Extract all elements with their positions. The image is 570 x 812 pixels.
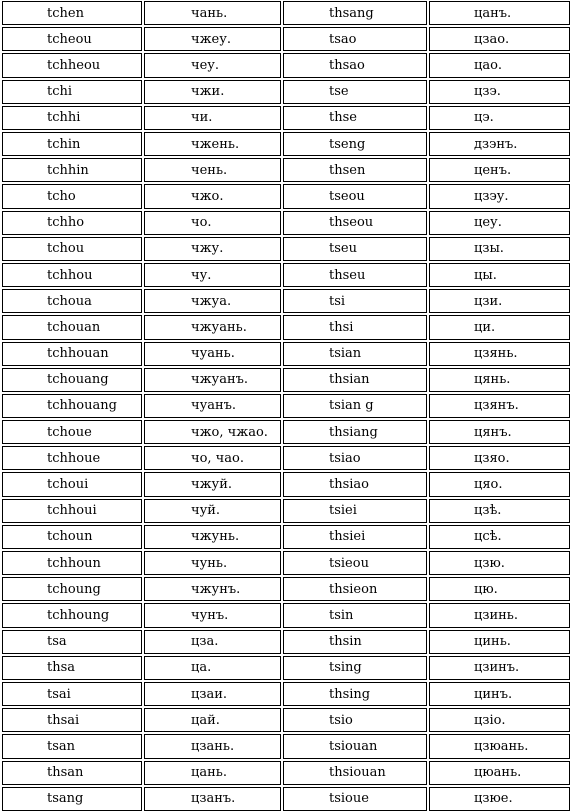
cyrillic-transcription-cell: цюань. [429,761,570,785]
latin-syllable-cell: tsan [2,734,142,758]
latin-syllable-cell: tsing [283,656,427,680]
cyrillic-transcription-cell: цзянъ. [429,394,570,418]
cyrillic-transcription-cell: цы. [429,263,570,287]
latin-syllable-cell: tchhouang [2,394,142,418]
latin-syllable-cell: tchouan [2,315,142,339]
latin-syllable-cell: tchho [2,211,142,235]
cyrillic-transcription-cell: цзэу. [429,184,570,208]
cyrillic-transcription-cell: цсѣ. [429,525,570,549]
latin-syllable-cell: thsen [283,158,427,182]
cyrillic-transcription-cell: чуанъ. [144,394,281,418]
cyrillic-transcription-cell: цзаи. [144,682,281,706]
cyrillic-transcription-cell: цянъ. [429,420,570,444]
cyrillic-transcription-cell: цзю. [429,551,570,575]
cyrillic-transcription-cell: чжуань. [144,315,281,339]
cyrillic-transcription-cell: чжо, чжао. [144,420,281,444]
latin-syllable-cell: tchhoui [2,499,142,523]
latin-syllable-cell: tchhin [2,158,142,182]
cyrillic-transcription-cell: цзанъ. [144,787,281,811]
latin-syllable-cell: tchhoung [2,603,142,627]
cyrillic-transcription-cell: цай. [144,708,281,732]
cyrillic-transcription-cell: чунь. [144,551,281,575]
cyrillic-transcription-cell: цзюе. [429,787,570,811]
cyrillic-transcription-cell: цза. [144,630,281,654]
cyrillic-transcription-cell: чень. [144,158,281,182]
cyrillic-transcription-cell: цань. [144,761,281,785]
latin-syllable-cell: tsiao [283,446,427,470]
cyrillic-transcription-cell: цинь. [429,630,570,654]
latin-syllable-cell: tsi [283,289,427,313]
latin-syllable-cell: tchouang [2,368,142,392]
cyrillic-transcription-cell: чеу. [144,53,281,77]
cyrillic-transcription-cell: цзинъ. [429,656,570,680]
cyrillic-transcription-cell: чуй. [144,499,281,523]
latin-syllable-cell: thsan [2,761,142,785]
latin-syllable-cell: thse [283,106,427,130]
latin-syllable-cell: tcho [2,184,142,208]
latin-syllable-cell: tsai [2,682,142,706]
cyrillic-transcription-cell: цзи. [429,289,570,313]
latin-syllable-cell: thsieon [283,577,427,601]
latin-syllable-cell: thsai [2,708,142,732]
latin-syllable-cell: tsin [283,603,427,627]
cyrillic-transcription-cell: чжуа. [144,289,281,313]
latin-syllable-cell: thsiao [283,472,427,496]
cyrillic-transcription-cell: чо. [144,211,281,235]
latin-syllable-cell: thseou [283,211,427,235]
latin-syllable-cell: thsa [2,656,142,680]
cyrillic-transcription-cell: цзы. [429,237,570,261]
cyrillic-transcription-cell: цзянь. [429,342,570,366]
latin-syllable-cell: thseu [283,263,427,287]
latin-syllable-cell: tchhoun [2,551,142,575]
latin-syllable-cell: tchen [2,1,142,25]
latin-syllable-cell: tchin [2,132,142,156]
latin-syllable-cell: tsa [2,630,142,654]
latin-syllable-cell: tchoung [2,577,142,601]
latin-syllable-cell: tsieou [283,551,427,575]
cyrillic-transcription-cell: чунъ. [144,603,281,627]
latin-syllable-cell: tsao [283,27,427,51]
latin-syllable-cell: thsiang [283,420,427,444]
latin-syllable-cell: tseng [283,132,427,156]
cyrillic-transcription-cell: цзао. [429,27,570,51]
cyrillic-transcription-cell: цэ. [429,106,570,130]
latin-syllable-cell: thsi [283,315,427,339]
cyrillic-transcription-cell: чань. [144,1,281,25]
cyrillic-transcription-cell: цю. [429,577,570,601]
latin-syllable-cell: tsian g [283,394,427,418]
cyrillic-transcription-cell: цеу. [429,211,570,235]
cyrillic-transcription-cell: чу. [144,263,281,287]
latin-syllable-cell: thsing [283,682,427,706]
latin-syllable-cell: tchoun [2,525,142,549]
latin-syllable-cell: tchi [2,80,142,104]
latin-syllable-cell: thsian [283,368,427,392]
cyrillic-transcription-cell: цзѣ. [429,499,570,523]
transliteration-table [2,1,568,811]
latin-syllable-cell: tchhi [2,106,142,130]
latin-syllable-cell: tsioue [283,787,427,811]
latin-syllable-cell: tsiei [283,499,427,523]
cyrillic-transcription-cell: ци. [429,315,570,339]
latin-syllable-cell: tsiouan [283,734,427,758]
latin-syllable-cell: tchhoue [2,446,142,470]
cyrillic-transcription-cell: цзань. [144,734,281,758]
latin-syllable-cell: tchoui [2,472,142,496]
cyrillic-transcription-cell: цяо. [429,472,570,496]
cyrillic-transcription-cell: чжунъ. [144,577,281,601]
latin-syllable-cell: tse [283,80,427,104]
cyrillic-transcription-cell: цзяо. [429,446,570,470]
latin-syllable-cell: tsang [2,787,142,811]
cyrillic-transcription-cell: цзіо. [429,708,570,732]
cyrillic-transcription-cell: цинъ. [429,682,570,706]
cyrillic-transcription-cell: чжеу. [144,27,281,51]
latin-syllable-cell: tchheou [2,53,142,77]
latin-syllable-cell: thsang [283,1,427,25]
cyrillic-transcription-cell: цао. [429,53,570,77]
latin-syllable-cell: tcheou [2,27,142,51]
cyrillic-transcription-cell: чжо. [144,184,281,208]
cyrillic-transcription-cell: чо, чао. [144,446,281,470]
cyrillic-transcription-cell: ценъ. [429,158,570,182]
latin-syllable-cell: tchhouan [2,342,142,366]
cyrillic-transcription-cell: чжу. [144,237,281,261]
cyrillic-transcription-cell: дзэнъ. [429,132,570,156]
latin-syllable-cell: tseu [283,237,427,261]
cyrillic-transcription-cell: цанъ. [429,1,570,25]
cyrillic-transcription-cell: чуань. [144,342,281,366]
latin-syllable-cell: thsiei [283,525,427,549]
cyrillic-transcription-cell: чжи. [144,80,281,104]
latin-syllable-cell: thsiouan [283,761,427,785]
latin-syllable-cell: thsin [283,630,427,654]
latin-syllable-cell: tsian [283,342,427,366]
cyrillic-transcription-cell: чжуанъ. [144,368,281,392]
latin-syllable-cell: tchhou [2,263,142,287]
latin-syllable-cell: tseou [283,184,427,208]
cyrillic-transcription-cell: чжунь. [144,525,281,549]
cyrillic-transcription-cell: ца. [144,656,281,680]
cyrillic-transcription-cell: цзинь. [429,603,570,627]
cyrillic-transcription-cell: чжень. [144,132,281,156]
latin-syllable-cell: tchoua [2,289,142,313]
cyrillic-transcription-cell: цзэ. [429,80,570,104]
cyrillic-transcription-cell: цзюань. [429,734,570,758]
latin-syllable-cell: tchoue [2,420,142,444]
latin-syllable-cell: tsio [283,708,427,732]
cyrillic-transcription-cell: чжуй. [144,472,281,496]
latin-syllable-cell: thsao [283,53,427,77]
latin-syllable-cell: tchou [2,237,142,261]
cyrillic-transcription-cell: цянь. [429,368,570,392]
cyrillic-transcription-cell: чи. [144,106,281,130]
